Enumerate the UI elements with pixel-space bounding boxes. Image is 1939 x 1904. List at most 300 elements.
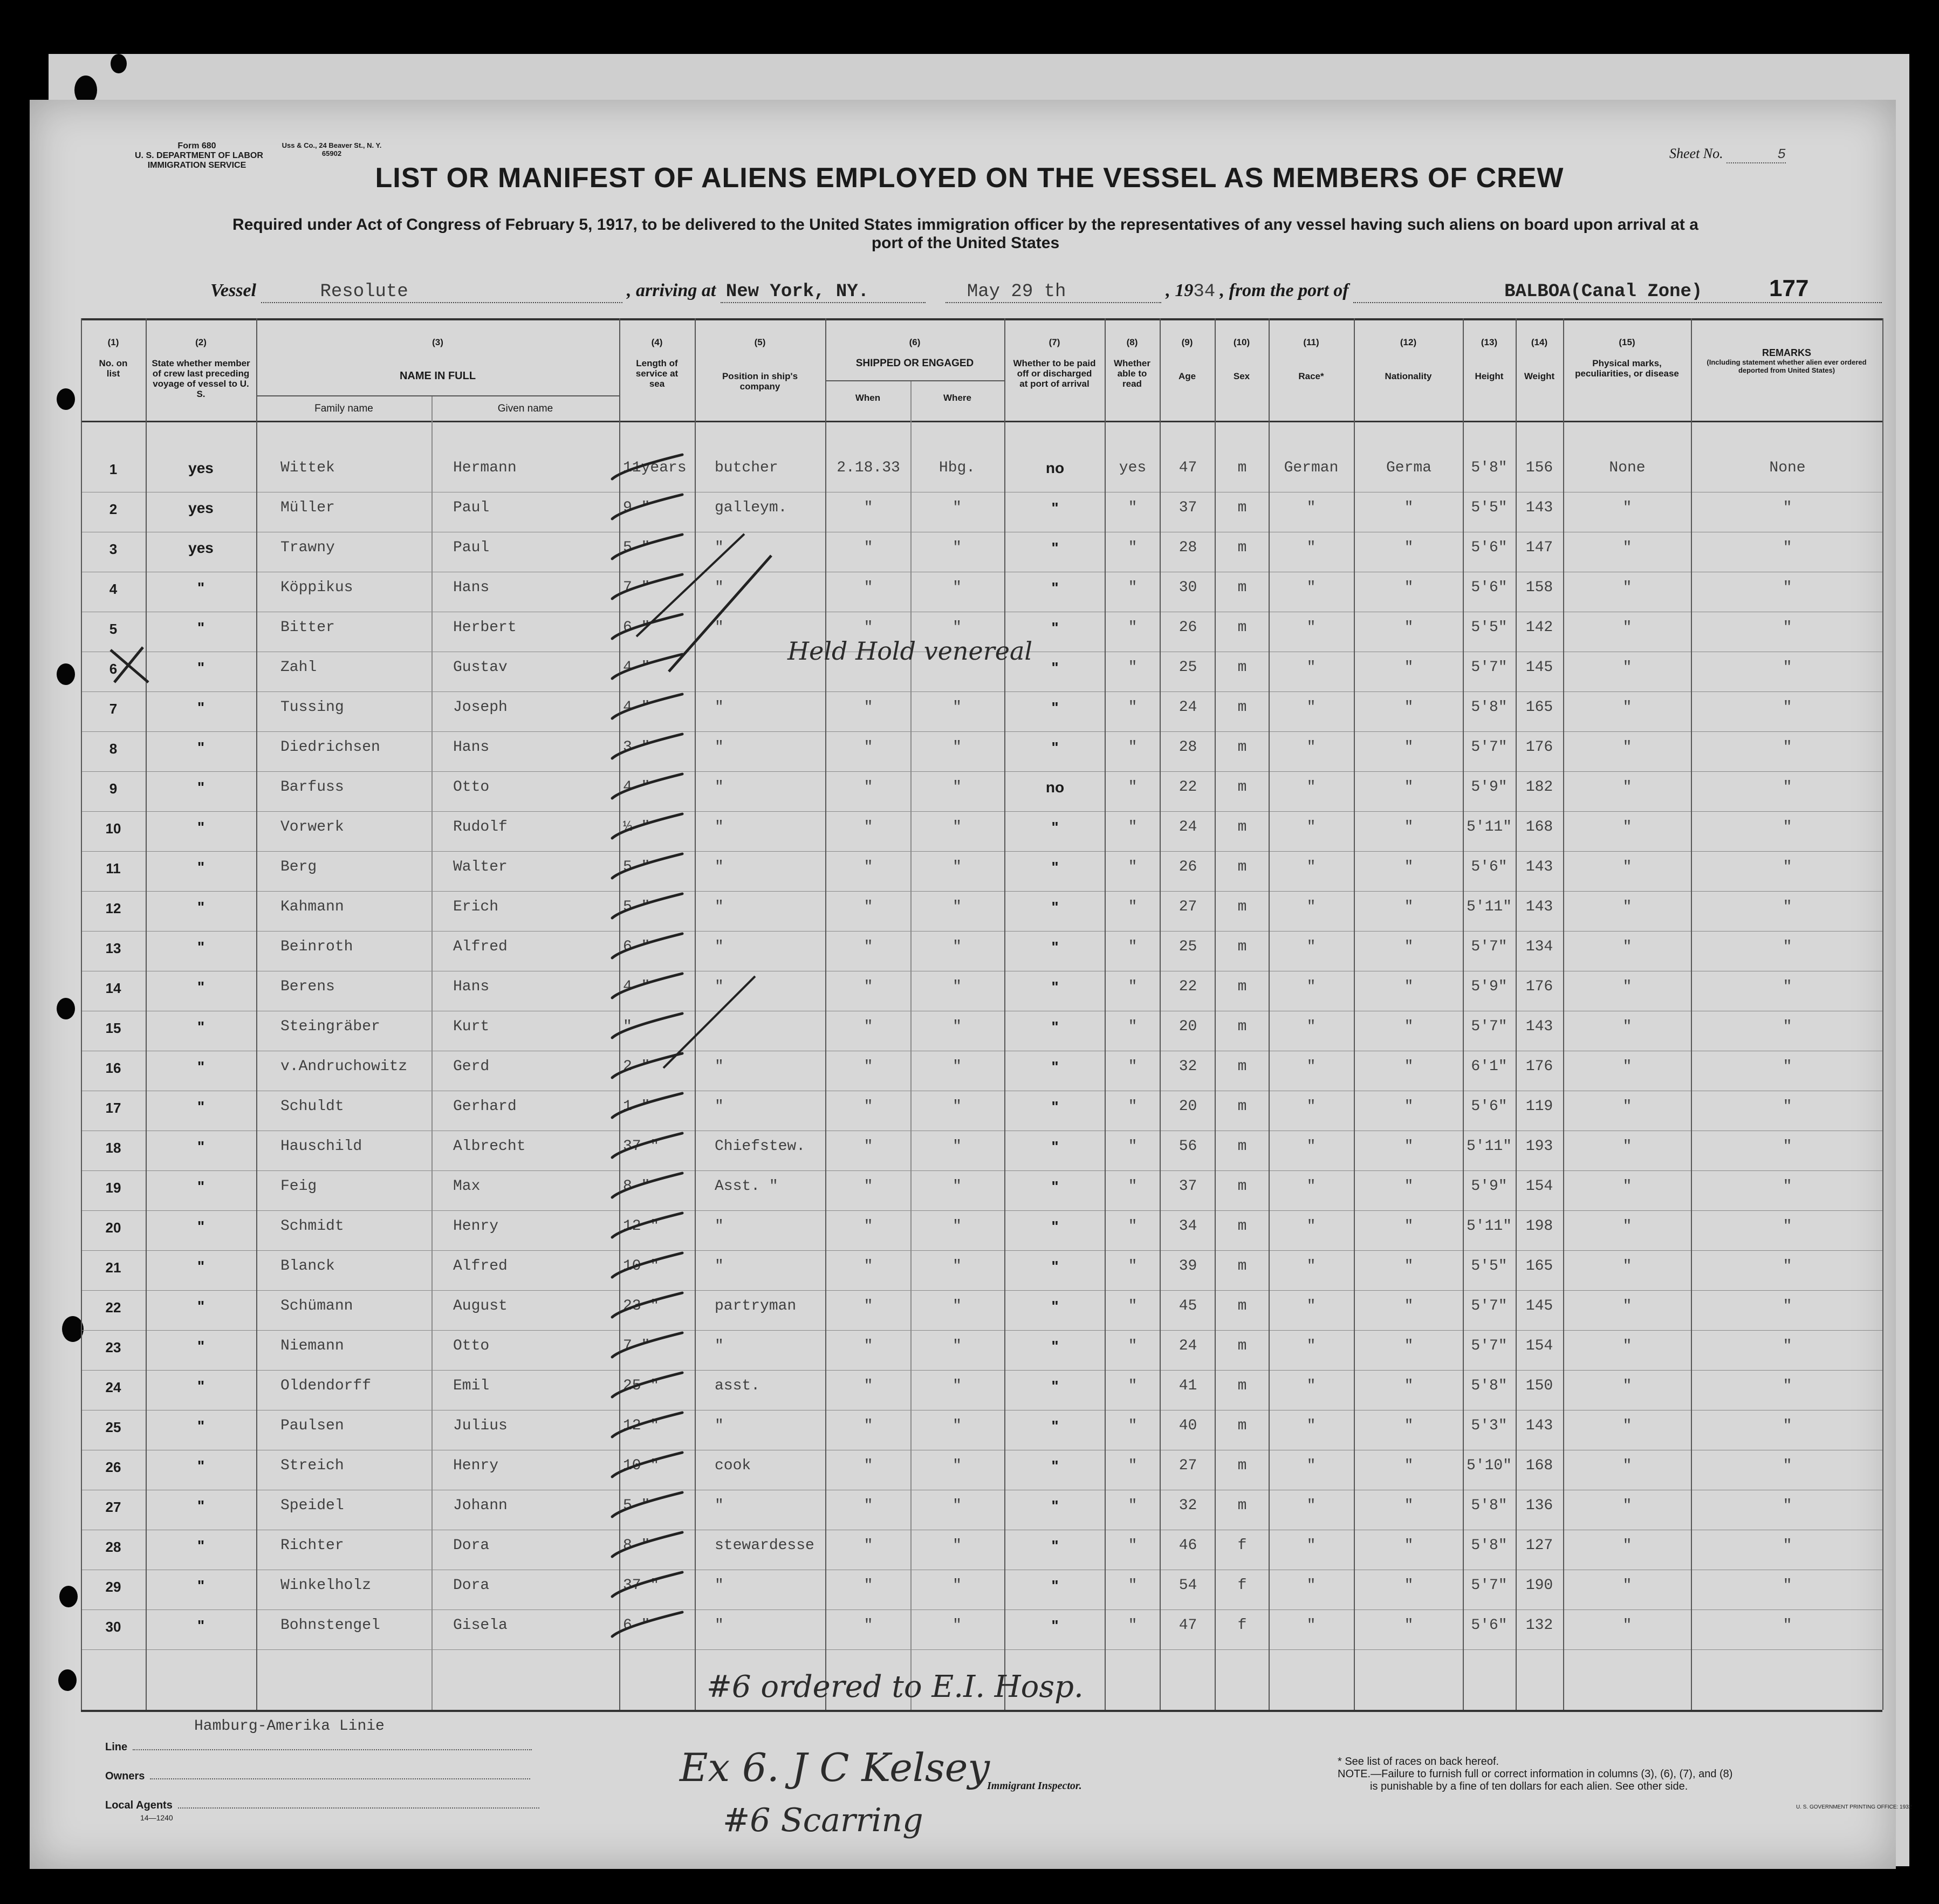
cell-family: Schmidt	[280, 1218, 344, 1235]
cell-service: 4 "	[623, 659, 650, 676]
col-label: Age	[1178, 371, 1196, 381]
cell-age: 54	[1179, 1577, 1197, 1594]
cell-family: Schümann	[280, 1298, 353, 1314]
cell-service: 8 "	[623, 1537, 650, 1554]
cell-height: 5'6"	[1471, 1098, 1508, 1115]
cell-given: Otto	[453, 779, 490, 796]
cell-height: 5'6"	[1471, 539, 1508, 556]
col-number: (7)	[1049, 337, 1060, 347]
col-label: Weight	[1524, 371, 1555, 381]
cell-service: 6 "	[623, 619, 650, 636]
cell-weight: 147	[1525, 539, 1553, 556]
cell-sex: m	[1237, 978, 1247, 995]
cell-race: "	[1306, 819, 1316, 835]
cell-nat: "	[1404, 539, 1414, 556]
cell-family: Diedrichsen	[280, 739, 380, 756]
col-number: (2)	[195, 337, 207, 347]
cell-when: "	[864, 819, 873, 835]
cell-position: "	[715, 1258, 724, 1275]
cell-height: 5'9"	[1471, 779, 1508, 796]
cell-prev: "	[197, 1497, 205, 1514]
check-mark	[612, 1293, 682, 1317]
cell-when: "	[864, 1018, 873, 1035]
cell-race: "	[1306, 1178, 1316, 1195]
cell-position: stewardesse	[715, 1537, 814, 1554]
cell-service: 1 "	[623, 1098, 650, 1115]
cell-marks: "	[1622, 1178, 1632, 1195]
cell-nat: "	[1404, 1218, 1414, 1235]
cell-service: 10 "	[623, 1258, 660, 1275]
cell-position: cook	[715, 1457, 751, 1474]
cell-prev: "	[197, 819, 205, 835]
cell-family: Blanck	[280, 1258, 335, 1275]
cell-nat: "	[1404, 499, 1414, 516]
cell-when: "	[864, 1098, 873, 1115]
cell-prev: "	[197, 1577, 205, 1594]
col-number: (15)	[1619, 337, 1635, 347]
check-mark	[612, 1612, 682, 1636]
cell-remarks: "	[1783, 579, 1792, 596]
cell-given: Herbert	[453, 619, 517, 636]
cell-race: "	[1306, 1338, 1316, 1354]
cell-prev: yes	[188, 499, 214, 516]
cell-read: "	[1128, 1098, 1138, 1115]
when-header: When	[855, 393, 881, 403]
cell-family: v.Andruchowitz	[280, 1058, 408, 1075]
cell-height: 5'9"	[1471, 1178, 1508, 1195]
cell-service: "	[623, 1018, 632, 1035]
cell-position: "	[715, 1617, 724, 1634]
cell-when: "	[864, 619, 873, 636]
sheet-label: Sheet No.	[1669, 146, 1723, 161]
cell-position: "	[715, 779, 724, 796]
col-number: (14)	[1531, 337, 1548, 347]
cell-given: Dora	[453, 1537, 490, 1554]
fine-note-1: NOTE.—Failure to furnish full or correct information in columns (3), (6), (7), and (8)	[1338, 1768, 1733, 1780]
cell-paid: "	[1051, 1058, 1059, 1075]
row-number: 11	[106, 860, 121, 876]
cell-weight: 165	[1525, 699, 1553, 716]
cell-when: "	[864, 1218, 873, 1235]
cell-service: 4 "	[623, 699, 650, 716]
cell-age: 25	[1179, 939, 1197, 955]
col-number: (13)	[1481, 337, 1498, 347]
cell-service: 6 "	[623, 1617, 650, 1634]
cell-sex: m	[1237, 659, 1247, 676]
cell-prev: "	[197, 1218, 205, 1235]
cell-age: 27	[1179, 1457, 1197, 1474]
cell-where: "	[953, 779, 962, 796]
row-number: 27	[105, 1499, 121, 1515]
cell-when: "	[864, 1138, 873, 1155]
cell-family: Zahl	[280, 659, 317, 676]
cell-age: 24	[1179, 1338, 1197, 1354]
cell-paid: "	[1051, 1497, 1059, 1514]
cell-position: "	[715, 859, 724, 875]
cell-read: yes	[1119, 460, 1147, 476]
cell-read: "	[1128, 1497, 1138, 1514]
cell-sex: m	[1237, 1338, 1247, 1354]
cell-given: Gisela	[453, 1617, 508, 1634]
cell-paid: "	[1051, 659, 1059, 676]
cell-marks: "	[1622, 1617, 1632, 1634]
cell-age: 24	[1179, 699, 1197, 716]
cell-where: "	[953, 1178, 962, 1195]
cell-where: "	[953, 699, 962, 716]
cell-position: "	[715, 699, 724, 716]
cell-height: 5'11"	[1466, 899, 1512, 915]
row-number: 5	[109, 621, 118, 637]
cell-family: Richter	[280, 1537, 344, 1554]
check-mark	[612, 1173, 682, 1197]
col-number: (6)	[909, 337, 921, 347]
cell-family: Trawny	[280, 539, 335, 556]
cell-sex: m	[1237, 499, 1247, 516]
check-mark	[612, 1133, 682, 1158]
cell-nat: "	[1404, 1018, 1414, 1035]
department-name: U. S. DEPARTMENT OF LABOR	[135, 151, 263, 160]
cell-read: "	[1128, 1138, 1138, 1155]
cell-service: 8 "	[623, 1178, 650, 1195]
cell-prev: "	[197, 1617, 205, 1634]
cell-height: 5'6"	[1471, 1617, 1508, 1634]
cell-sex: m	[1237, 1018, 1247, 1035]
cell-age: 40	[1179, 1417, 1197, 1434]
cell-weight: 132	[1525, 1617, 1553, 1634]
cell-race: "	[1306, 1058, 1316, 1075]
cell-given: Max	[453, 1178, 481, 1195]
cell-sex: m	[1237, 1298, 1247, 1314]
col-label: REMARKS	[1762, 347, 1811, 358]
cell-given: Hermann	[453, 460, 517, 476]
cell-sex: m	[1237, 1258, 1247, 1275]
cell-where: "	[953, 499, 962, 516]
cell-when: "	[864, 699, 873, 716]
cell-prev: "	[197, 659, 205, 676]
cell-prev: "	[197, 1457, 205, 1474]
row-number: 6	[109, 661, 118, 677]
cell-where: "	[953, 1018, 962, 1035]
cell-age: 27	[1179, 899, 1197, 915]
cell-given: Hans	[453, 978, 490, 995]
cell-remarks: None	[1769, 460, 1806, 476]
cell-weight: 136	[1525, 1497, 1553, 1514]
cell-nat: "	[1404, 659, 1414, 676]
cell-marks: "	[1622, 739, 1632, 756]
check-mark	[612, 1453, 682, 1477]
cell-service: 5 "	[623, 539, 650, 556]
cell-remarks: "	[1783, 739, 1792, 756]
check-mark	[612, 1532, 682, 1557]
cell-given: Julius	[453, 1417, 508, 1434]
cell-service: 5 "	[623, 1497, 650, 1514]
cell-given: Henry	[453, 1218, 499, 1235]
cell-nat: "	[1404, 739, 1414, 756]
cell-nat: "	[1404, 1457, 1414, 1474]
row-number: 28	[105, 1539, 121, 1555]
cell-paid: "	[1051, 1417, 1059, 1434]
cell-sex: f	[1237, 1577, 1247, 1594]
cell-paid: "	[1051, 1457, 1059, 1474]
cell-where: "	[953, 859, 962, 875]
check-mark	[612, 894, 682, 918]
cell-read: "	[1128, 539, 1138, 556]
cell-position: butcher	[715, 460, 778, 476]
cell-paid: "	[1051, 619, 1059, 636]
cell-weight: 198	[1525, 1218, 1553, 1235]
cell-service: 2 "	[623, 1058, 650, 1075]
check-mark	[612, 535, 682, 559]
cell-sex: m	[1237, 1058, 1247, 1075]
col-number: (10)	[1233, 337, 1250, 347]
cell-position: "	[715, 899, 724, 915]
cell-nat: "	[1404, 579, 1414, 596]
cell-nat: "	[1404, 619, 1414, 636]
cell-given: Hans	[453, 739, 490, 756]
cell-prev: "	[197, 1537, 205, 1554]
check-mark	[612, 694, 682, 718]
cell-when: "	[864, 499, 873, 516]
handwritten-scarring-note: #6 Scarring	[723, 1802, 923, 1839]
cell-when: "	[864, 779, 873, 796]
cell-nat: "	[1404, 1577, 1414, 1594]
line-field	[105, 1741, 532, 1754]
row-number: 8	[109, 741, 118, 757]
cell-age: 46	[1179, 1537, 1197, 1554]
steamship-line-value: Hamburg-Amerika Linie	[194, 1718, 385, 1735]
cell-family: Tussing	[280, 699, 344, 716]
col-label: Race*	[1298, 371, 1324, 381]
cell-paid: "	[1051, 1138, 1059, 1155]
cell-prev: yes	[188, 539, 214, 556]
cell-age: 37	[1179, 1178, 1197, 1195]
cell-prev: "	[197, 1417, 205, 1434]
cell-where: "	[953, 619, 962, 636]
cell-remarks: "	[1783, 1417, 1792, 1434]
cell-marks: "	[1622, 978, 1632, 995]
row-number: 18	[105, 1140, 121, 1156]
given-name-header: Given name	[497, 403, 553, 414]
cell-prev: "	[197, 1018, 205, 1035]
cell-marks: "	[1622, 1258, 1632, 1275]
cell-service: 9 "	[623, 499, 650, 516]
cell-marks: "	[1622, 699, 1632, 716]
arrival-year: 34	[1193, 282, 1216, 302]
check-mark	[612, 455, 682, 479]
cell-height: 5'11"	[1466, 819, 1512, 835]
cell-paid: "	[1051, 1098, 1059, 1115]
row-number: 15	[105, 1020, 121, 1036]
cell-family: Oldendorff	[280, 1378, 372, 1394]
cell-where: "	[953, 819, 962, 835]
cell-when: "	[864, 939, 873, 955]
cross-out-mark	[111, 647, 148, 682]
cell-prev: "	[197, 899, 205, 915]
cell-prev: "	[197, 619, 205, 636]
col-number: (1)	[107, 337, 119, 347]
cell-marks: "	[1622, 1577, 1632, 1594]
cell-race: "	[1306, 659, 1316, 676]
cell-paid: "	[1051, 1218, 1059, 1235]
cell-paid: "	[1051, 1298, 1059, 1314]
page-title: LIST OR MANIFEST OF ALIENS EMPLOYED ON THE VESSEL AS MEMBERS OF CREW	[375, 162, 1564, 194]
cell-read: "	[1128, 779, 1138, 796]
cell-read: "	[1128, 659, 1138, 676]
cell-service: 6 "	[623, 939, 650, 955]
cell-prev: "	[197, 1138, 205, 1155]
cell-position: partryman	[715, 1298, 797, 1314]
cell-weight: 154	[1525, 1338, 1553, 1354]
cell-family: Hauschild	[280, 1138, 362, 1155]
cell-sex: m	[1237, 899, 1247, 915]
line-label: Line	[105, 1741, 128, 1753]
cell-family: Berg	[280, 859, 317, 875]
cell-race: "	[1306, 859, 1316, 875]
vessel-name: Resolute	[261, 282, 622, 303]
cell-when: "	[864, 1258, 873, 1275]
cell-read: "	[1128, 1058, 1138, 1075]
cell-position: "	[715, 739, 724, 756]
cell-family: Köppikus	[280, 579, 353, 596]
cell-height: 5'10"	[1466, 1457, 1512, 1474]
cell-sex: m	[1237, 1457, 1247, 1474]
cell-weight: 176	[1525, 978, 1553, 995]
cell-remarks: "	[1783, 1258, 1792, 1275]
cell-weight: 168	[1525, 1457, 1553, 1474]
cell-race: "	[1306, 779, 1316, 796]
printing-office: U. S. GOVERNMENT PRINTING OFFICE: 1932	[1796, 1804, 1912, 1810]
cell-weight: 143	[1525, 859, 1553, 875]
cell-family: Wittek	[280, 460, 335, 476]
cell-position: "	[715, 1218, 724, 1235]
cell-weight: 143	[1525, 1417, 1553, 1434]
cell-family: Berens	[280, 978, 335, 995]
check-mark	[612, 774, 682, 798]
service-name: IMMIGRATION SERVICE	[147, 161, 246, 170]
cell-given: Albrecht	[453, 1138, 526, 1155]
cell-nat: "	[1404, 1178, 1414, 1195]
cell-paid: "	[1051, 939, 1059, 955]
cell-nat: "	[1404, 1058, 1414, 1075]
cell-remarks: "	[1783, 939, 1792, 955]
cell-where: "	[953, 1457, 962, 1474]
cell-where: "	[953, 1258, 962, 1275]
cell-where: "	[953, 1577, 962, 1594]
cell-service: 25 "	[623, 1378, 660, 1394]
cell-read: "	[1128, 859, 1138, 875]
cell-height: 5'7"	[1471, 1298, 1508, 1314]
cell-weight: 127	[1525, 1537, 1553, 1554]
check-mark	[612, 934, 682, 958]
cell-where: "	[953, 1417, 962, 1434]
cell-given: August	[453, 1298, 508, 1314]
check-mark	[612, 1492, 682, 1517]
cell-marks: "	[1622, 539, 1632, 556]
cell-height: 5'5"	[1471, 619, 1508, 636]
cell-marks: "	[1622, 939, 1632, 955]
departure-port: BALBOA(Canal Zone)	[1353, 282, 1882, 303]
cell-read: "	[1128, 1577, 1138, 1594]
printer-number: 65902	[321, 149, 342, 157]
cell-height: 6'1"	[1471, 1058, 1508, 1075]
cell-remarks: "	[1783, 1138, 1792, 1155]
cell-marks: "	[1622, 1138, 1632, 1155]
cell-family: Winkelholz	[280, 1577, 372, 1594]
cell-race: "	[1306, 1298, 1316, 1314]
cell-family: Niemann	[280, 1338, 344, 1354]
cell-given: Paul	[453, 539, 490, 556]
cell-age: 34	[1179, 1218, 1197, 1235]
cell-paid: "	[1051, 699, 1059, 716]
cell-position: "	[715, 1497, 724, 1514]
cell-read: "	[1128, 1258, 1138, 1275]
cell-paid: "	[1051, 739, 1059, 756]
cell-sex: m	[1237, 1497, 1247, 1514]
cell-nat: "	[1404, 859, 1414, 875]
cell-marks: "	[1622, 1218, 1632, 1235]
cell-remarks: "	[1783, 899, 1792, 915]
cell-given: Otto	[453, 1338, 490, 1354]
cell-remarks: "	[1783, 1537, 1792, 1554]
check-mark	[612, 854, 682, 878]
cell-prev: "	[197, 1058, 205, 1075]
check-mark	[612, 574, 682, 599]
cell-prev: "	[197, 1378, 205, 1394]
cell-paid: "	[1051, 819, 1059, 835]
cell-where: "	[953, 1617, 962, 1634]
row-number: 20	[105, 1220, 121, 1236]
cell-family: Schuldt	[280, 1098, 344, 1115]
sheet-value: 5	[1726, 146, 1786, 163]
cell-read: "	[1128, 1218, 1138, 1235]
cell-sex: m	[1237, 1378, 1247, 1394]
cell-service: 12 "	[623, 1417, 660, 1434]
cell-paid: no	[1045, 460, 1065, 476]
col-label: No. on list	[99, 358, 128, 379]
cell-weight: 193	[1525, 1138, 1553, 1155]
row-number: 22	[105, 1299, 121, 1316]
row-number: 26	[105, 1459, 121, 1475]
cell-height: 5'8"	[1471, 699, 1508, 716]
cell-race: "	[1306, 1497, 1316, 1514]
footer-notes	[1338, 1756, 1732, 1793]
cell-read: "	[1128, 1457, 1138, 1474]
cell-given: Kurt	[453, 1018, 490, 1035]
arriving-label: , arriving at	[627, 280, 716, 300]
pen-stroke	[663, 976, 755, 1068]
cell-position: "	[715, 539, 724, 556]
check-mark	[612, 1053, 682, 1078]
cell-paid: "	[1051, 1258, 1059, 1275]
cell-race: "	[1306, 1258, 1316, 1275]
cell-sex: m	[1237, 1218, 1247, 1235]
cell-prev: "	[197, 779, 205, 796]
cell-remarks: "	[1783, 1617, 1792, 1634]
row-number: 1	[109, 461, 118, 477]
cell-where: "	[953, 1058, 962, 1075]
cell-nat: "	[1404, 1417, 1414, 1434]
row-number: 10	[105, 820, 121, 837]
cell-read: "	[1128, 739, 1138, 756]
cell-age: 47	[1179, 1617, 1197, 1634]
cell-family: Paulsen	[280, 1417, 344, 1434]
cell-height: 5'7"	[1471, 739, 1508, 756]
cell-where: "	[953, 579, 962, 596]
cell-race: "	[1306, 1577, 1316, 1594]
cell-service: 4 "	[623, 978, 650, 995]
cell-age: 26	[1179, 619, 1197, 636]
cell-weight: 176	[1525, 739, 1553, 756]
